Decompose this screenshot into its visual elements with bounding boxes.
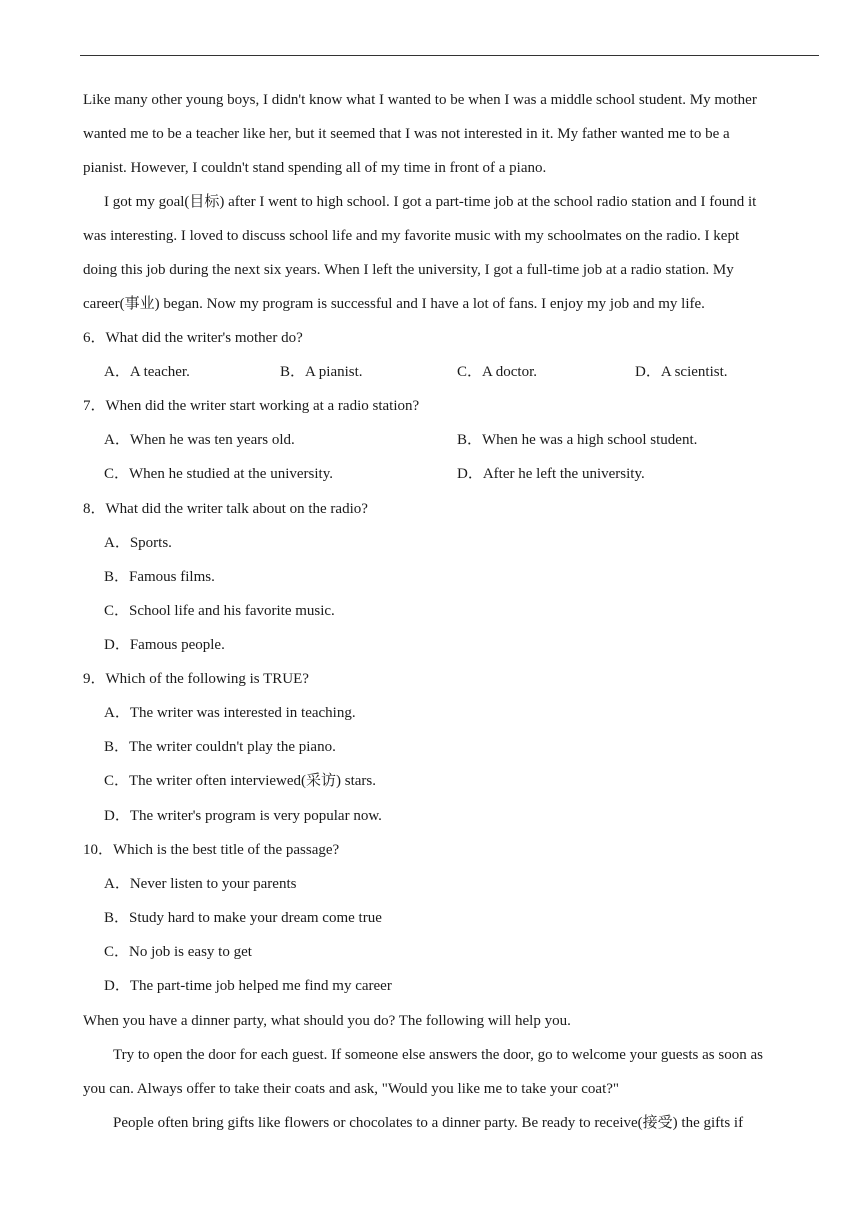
header-rule — [80, 55, 819, 56]
option-text: After he left the university. — [482, 466, 645, 482]
passage-line: Like many other young boys, I didn't know what I wanted to be when I was a middle school student. My mother — [83, 92, 757, 108]
option-c[interactable] — [104, 464, 333, 484]
option-text: No job is easy to get — [129, 944, 252, 960]
question-text: 9．Which of the following is TRUE? — [83, 671, 309, 687]
option-text: The writer often interviewed(采访) stars. — [129, 773, 377, 789]
option-c[interactable] — [104, 942, 252, 962]
option-d[interactable] — [635, 362, 728, 382]
option-key: A． — [104, 364, 130, 380]
passage-line: was interesting. I loved to discuss school life and my favorite music with my schoolmates on the radio. I kept — [83, 228, 740, 244]
passage-line: you can. Always offer to take their coats and ask, "Would you like me to take your coat?" — [83, 1081, 620, 1097]
option-key: A． — [104, 876, 130, 892]
option-a[interactable] — [104, 430, 295, 450]
option-key: A． — [104, 535, 130, 551]
question-text: 10．Which is the best title of the passage? — [83, 842, 340, 858]
option-text: The writer's program is very popular now. — [129, 808, 382, 824]
option-key: B． — [104, 569, 130, 585]
option-text: A pianist. — [305, 364, 363, 380]
option-c[interactable] — [104, 771, 376, 791]
option-key: B． — [104, 739, 130, 755]
passage-line: pianist. However, I couldn't stand spending all of my time in front of a piano. — [83, 160, 547, 176]
option-a[interactable] — [104, 533, 172, 553]
option-key: D． — [104, 978, 130, 994]
option-key: C． — [457, 364, 483, 380]
option-b[interactable] — [104, 737, 336, 757]
passage-line: doing this job during the next six years. When I left the university, I got a full-time job at a radio station. My — [83, 262, 734, 278]
option-a[interactable] — [104, 703, 356, 723]
option-text: The writer was interested in teaching. — [129, 705, 356, 721]
passage-line: I got my goal(目标) after I went to high school. I got a part-time job at the school radio station and I found it — [104, 194, 757, 210]
option-text: When he studied at the university. — [129, 466, 333, 482]
option-text: When he was a high school student. — [482, 432, 698, 448]
option-key: C． — [104, 603, 130, 619]
option-key: C． — [104, 466, 130, 482]
option-b[interactable] — [104, 567, 215, 587]
option-text: School life and his favorite music. — [129, 603, 335, 619]
passage-line: wanted me to be a teacher like her, but it seemed that I was not interested in it. My father wanted me to be a — [83, 126, 730, 142]
passage-line: People often bring gifts like flowers or chocolates to a dinner party. Be ready to receive(接受) the gifts if — [113, 1115, 744, 1131]
option-text: The writer couldn't play the piano. — [129, 739, 336, 755]
option-c[interactable] — [104, 601, 335, 621]
passage-line: career(事业) began. Now my program is successful and I have a lot of fans. I enjoy my job and my life. — [83, 296, 705, 312]
option-key: B． — [280, 364, 306, 380]
option-text: Sports. — [129, 535, 172, 551]
option-text: When he was ten years old. — [129, 432, 295, 448]
option-d[interactable] — [104, 806, 382, 826]
question-text: 8．What did the writer talk about on the radio? — [83, 501, 368, 517]
option-text: A doctor. — [482, 364, 538, 380]
option-b[interactable] — [457, 430, 697, 450]
option-text: Study hard to make your dream come true — [129, 910, 382, 926]
question-text: 7．When did the writer start working at a radio station? — [83, 398, 420, 414]
option-key: A． — [104, 432, 130, 448]
option-text: The part-time job helped me find my career — [129, 978, 392, 994]
option-key: D． — [104, 808, 130, 824]
option-a[interactable] — [104, 874, 296, 894]
option-d[interactable] — [104, 635, 225, 655]
option-b[interactable] — [280, 362, 363, 382]
option-text: Famous films. — [129, 569, 215, 585]
passage-line: When you have a dinner party, what should you do? The following will help you. — [83, 1013, 571, 1029]
option-c[interactable] — [457, 362, 537, 382]
passage-line: Try to open the door for each guest. If someone else answers the door, go to welcome your guests as soon as — [113, 1047, 763, 1063]
option-text: Famous people. — [129, 637, 225, 653]
option-text: A teacher. — [129, 364, 190, 380]
option-d[interactable] — [104, 976, 392, 996]
option-key: D． — [457, 466, 483, 482]
option-a[interactable] — [104, 362, 190, 382]
question-text: 6．What did the writer's mother do? — [83, 330, 303, 346]
option-key: D． — [104, 637, 130, 653]
option-key: B． — [104, 910, 130, 926]
option-d[interactable] — [457, 464, 645, 484]
option-text: A scientist. — [660, 364, 728, 380]
option-key: A． — [104, 705, 130, 721]
option-key: C． — [104, 773, 130, 789]
option-key: B． — [457, 432, 483, 448]
option-key: C． — [104, 944, 130, 960]
option-key: D． — [635, 364, 661, 380]
option-b[interactable] — [104, 908, 382, 928]
option-text: Never listen to your parents — [129, 876, 297, 892]
